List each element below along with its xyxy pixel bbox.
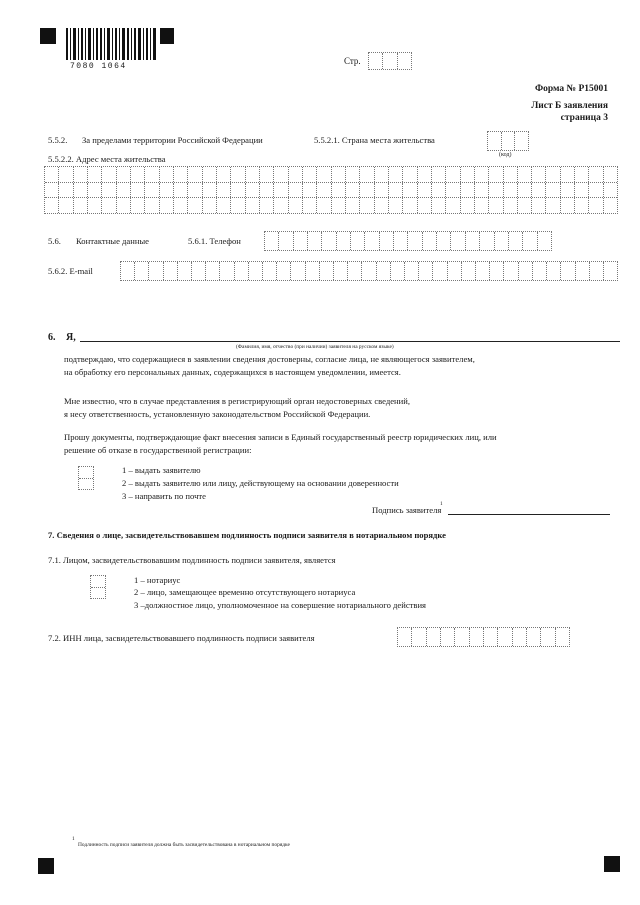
page-number-cells[interactable]: [368, 52, 412, 70]
country-code-cells[interactable]: [487, 131, 529, 151]
footnote-text: Подлинность подписи заявителя должна быть засвидетельствована в нотариальном порядке: [78, 842, 290, 848]
section-6-i: Я,: [66, 332, 76, 343]
request-text-line2: решение об отказе в государственной регистрации:: [64, 445, 252, 455]
section-5-6-number: 5.6.: [48, 236, 61, 246]
barcode: [66, 28, 158, 60]
section-5-5-2-title: За пределами территории Российской Федерации: [82, 135, 263, 145]
delivery-option-3: 3 – направить по почте: [122, 491, 206, 501]
liability-text-line1: Мне известно, что в случае представления в регистрирующий орган недостоверных сведений,: [64, 396, 410, 406]
email-label: 5.6.2. E-mail: [48, 266, 93, 276]
phone-label: 5.6.1. Телефон: [188, 236, 241, 246]
liability-text-line2: я несу ответственность, установленную законодательством Российской Федерации.: [64, 409, 371, 419]
request-text-line1: Прошу документы, подтверждающие факт внесения записи в Единый государственный реестр юридических лиц, или: [64, 432, 497, 442]
confirm-text-line2: на обработку его персональных данных, содержащихся в настоящем уведомлении, имеется.: [64, 367, 401, 377]
applicant-name-line[interactable]: [80, 341, 620, 342]
section-5-5-2-number: 5.5.2.: [48, 135, 68, 145]
confirm-text-line1: подтверждаю, что содержащиеся в заявлении сведения достоверны, согласие лица, не являющегося заявителем,: [64, 354, 475, 364]
notary-option-1: 1 – нотариус: [134, 575, 181, 585]
notary-option-3: 3 –должностное лицо, уполномоченное на совершение нотариального действия: [134, 600, 427, 610]
email-cells[interactable]: [120, 261, 618, 281]
form-number: Форма № Р15001: [534, 84, 608, 94]
sheet-title: Лист Б заявления: [531, 101, 608, 111]
page-label: Стр.: [344, 56, 361, 66]
section-7-title: 7. Сведения о лице, засвидетельствовавшем подлинность подписи заявителя в нотариальном порядке: [48, 530, 446, 540]
signature-label: Подпись заявителя: [372, 505, 442, 515]
address-label: 5.5.2.2. Адрес места жительства: [48, 154, 166, 164]
section-7-2-question: 7.2. ИНН лица, засвидетельствовавшего подлинность подписи заявителя: [48, 633, 315, 643]
country-code-caption: (код): [499, 152, 512, 158]
corner-marker-top-right: [160, 28, 174, 44]
section-5-6-title: Контактные данные: [76, 236, 150, 246]
phone-cells[interactable]: [264, 231, 552, 251]
sheet-page: страница 3: [560, 113, 608, 123]
barcode-number: 7080 1064: [70, 62, 127, 71]
section-7-1-question: 7.1. Лицом, засвидетельствовавшим подлинность подписи заявителя, является: [48, 555, 336, 565]
corner-marker-top-left: [40, 28, 56, 44]
footnote-mark: 1: [72, 836, 75, 842]
signature-line[interactable]: [448, 514, 610, 515]
delivery-option-1: 1 – выдать заявителю: [122, 465, 201, 475]
section-6-number: 6.: [48, 332, 56, 343]
corner-marker-bottom-left: [38, 858, 54, 874]
signature-footnote-mark: 1: [440, 501, 443, 507]
notary-option-2: 2 – лицо, замещающее временно отсутствующего нотариуса: [134, 587, 356, 597]
delivery-option-2: 2 – выдать заявителю или лицу, действующему на основании доверенности: [122, 478, 399, 488]
delivery-option-cells[interactable]: [78, 466, 94, 490]
corner-marker-bottom-right: [604, 856, 620, 872]
notary-inn-cells[interactable]: [397, 627, 570, 647]
notary-option-cells[interactable]: [90, 575, 106, 599]
address-cells[interactable]: [44, 166, 618, 214]
country-label: 5.5.2.1. Страна места жительства: [314, 135, 435, 145]
applicant-name-caption: (Фамилия, имя, отчество (при наличии) заявителя на русском языке): [236, 344, 394, 350]
